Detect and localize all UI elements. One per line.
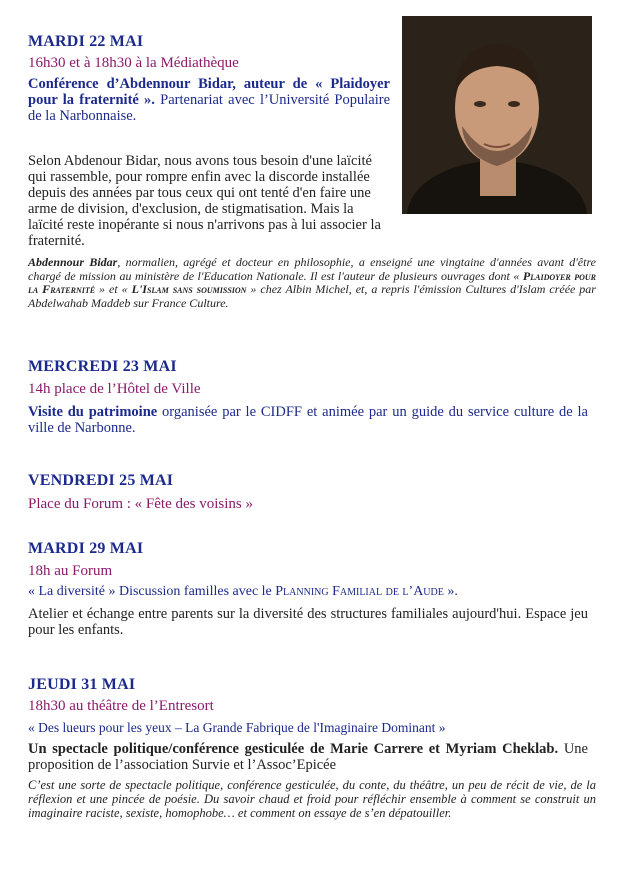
event5-day: JEUDI 31 MAI (28, 676, 136, 693)
portrait-image (402, 16, 592, 214)
event2-rest: organisée par le CIDFF et animée par un guide du service culture de la ville de Narbonne. (28, 404, 588, 436)
event4-title-org: Planning Familial de l’Aude (275, 584, 444, 599)
event5-desc-bold: Un spectacle politique/conférence gesticulée de Marie Carrere et Myriam Cheklab. (28, 741, 559, 757)
event2-day: MERCREDI 23 MAI (28, 358, 177, 375)
bio-text-2: » et « (95, 282, 132, 296)
event5-title: « Des lueurs pour les yeux – La Grande Fabrique de l'Imaginaire Dominant » (28, 720, 446, 735)
event4-time: 18h au Forum (28, 563, 113, 579)
event3-time: Place du Forum : « Fête des voisins » (28, 496, 253, 512)
bio-book-1: Plaidoyer pour la Fraternité (28, 268, 596, 296)
event2-time: 14h place de l’Hôtel de Ville (28, 381, 201, 397)
event4-title-a: « La diversité » Discussion familles avec le (28, 584, 276, 599)
event1-bio (28, 256, 596, 310)
event4-description: Atelier et échange entre parents sur la diversité des structures familiales aujourd'hui. Espace jeu pour les enfants. (28, 606, 588, 638)
event5-details: C’est une sorte de spectacle politique, conférence gesticulée, du conte, du théâtre, un peu de récit de vie, de la réflexion et une pincée de poésie. Du savoir chaud et froid pour réfléchir ensemble à comment se construit un imaginaire raciste, sexiste, homophobe… et comment on essaye de s’en dépatouiller. (28, 778, 596, 820)
bio-book-2: L'Islam sans soumission (131, 282, 247, 296)
event1-description-text: Selon Abdenour Bidar, nous avons tous besoin d'une laïcité qui rassemble, pour rompre enfin avec la discorde installée depuis des années par tous ceux qui ont tenté d'en faire une arme de division, d'exclusion, de stigmatisation. Mais la laïcité reste inopérante si nous n'arrivons pas à lui associer la fraternité. (28, 153, 381, 249)
bio-text-3: » chez Albin Michel, et, a repris l'émission Cultures d'Islam créée par Abdelwahab Maddeb sur France Culture. (28, 282, 596, 310)
event5-description (28, 741, 588, 773)
event2-description (28, 404, 588, 436)
bio-text-1: , normalien, agrégé et docteur en philosophie, a enseigné une vingtaine d'années avant d'être chargé de mission au ministère de l'Education Nationale. Il est l'auteur de plusieurs ouvrages dont « (28, 255, 596, 283)
event4-title-b: ». (443, 584, 458, 599)
event1-time: 16h30 et à 18h30 à la Médiathèque (28, 55, 239, 71)
event1-title (28, 76, 390, 124)
bio-name: Abdennour Bidar (28, 255, 118, 269)
speaker-photo (402, 16, 592, 214)
event4-day: MARDI 29 MAI (28, 540, 144, 557)
event1-partner: Partenariat avec l’Université Populaire de la Narbonnaise. (28, 92, 390, 124)
event1-day: MARDI 22 MAI (28, 33, 144, 50)
event5-desc-rest: Une proposition de l’association Survie et l’Assoc’Epicée (28, 741, 588, 773)
event1-title-main: Conférence d’Abdennour Bidar, auteur de « Plaidoyer pour la fraternité ». (28, 76, 390, 108)
event2-title: Visite du patrimoine (28, 404, 158, 420)
event5-time: 18h30 au théâtre de l’Entresort (28, 698, 214, 714)
event4-title (28, 584, 458, 600)
event3-day: VENDREDI 25 MAI (28, 472, 174, 489)
